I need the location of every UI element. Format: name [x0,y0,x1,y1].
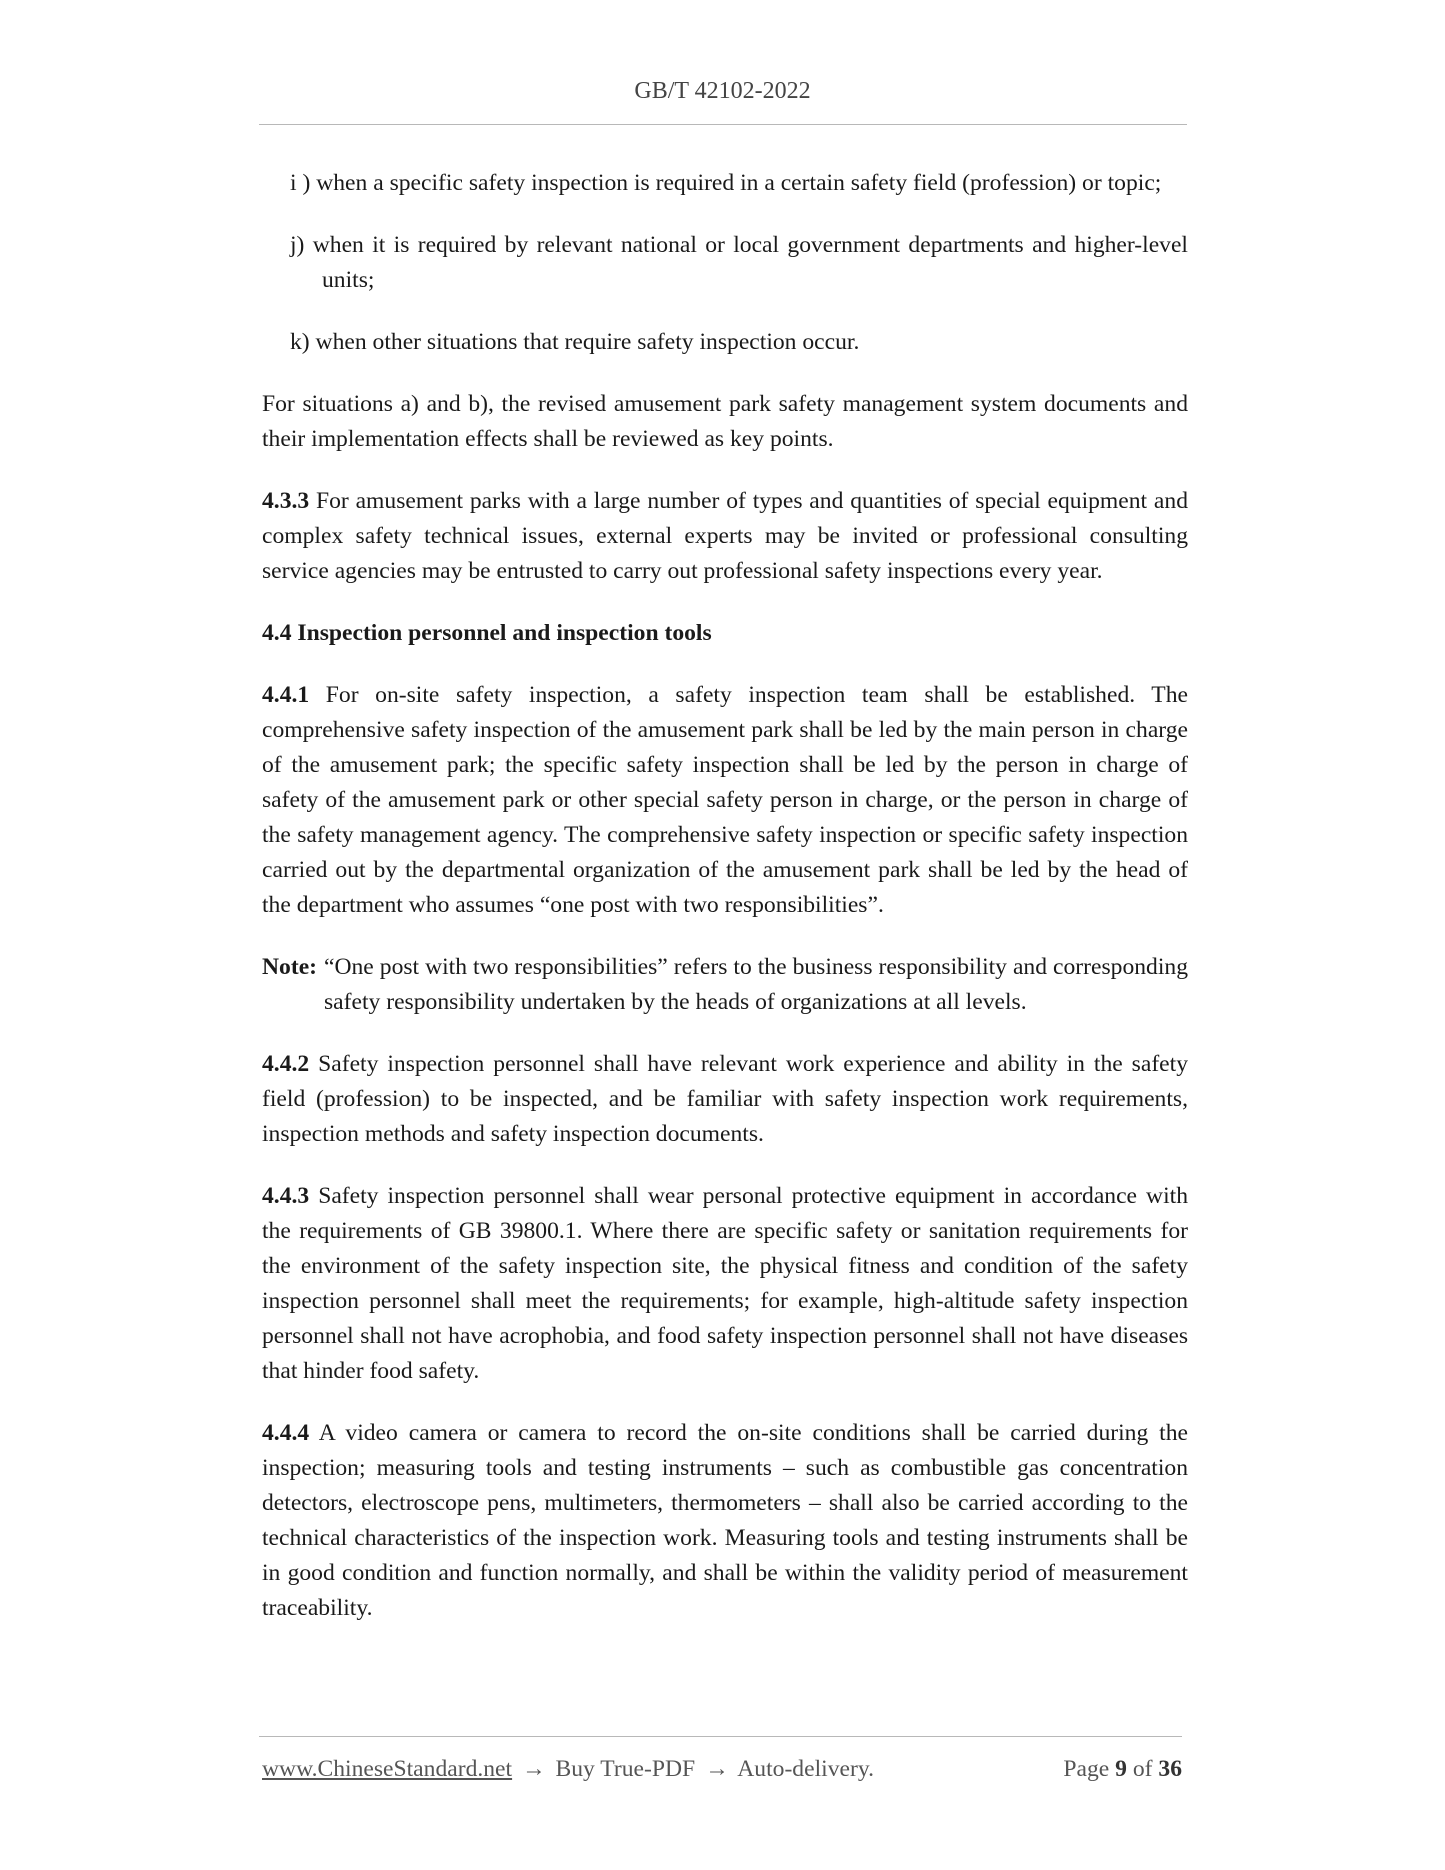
arrow-right-icon: → [522,1756,546,1782]
page-number [1063,1756,1182,1783]
clause-text: For amusement parks with a large number of types and quantities of special equipment and complex safety technical issues, external experts may be invited or professional consulting service agencies may be entrusted to carry out professional safety inspections every year. [262,488,1188,584]
website-link[interactable]: www.ChineseStandard.net [262,1756,513,1782]
paragraph-situations: For situations a) and b), the revised amusement park safety management system documents and their implementation effects shall be reviewed as key points. [262,391,1188,452]
clause-4-4-3 [262,1179,1188,1389]
list-item-i: i ) when a specific safety inspection is required in a certain safety field (profession) or topic; [290,170,1162,196]
auto-delivery-text: Auto-delivery. [737,1756,874,1782]
clause-text: For on-site safety inspection, a safety inspection team shall be established. The comprehensive safety inspection of the amusement park shall be led by the main person in charge of the amusement park; the specific safety inspection shall be led by the person in charge of safety of the amusement park or other special safety person in charge, or the person in charge of the safety management agency. The comprehensive safety inspection or specific safety inspection carried out by the departmental organization of the amusement park shall be led by the head of the department who assumes “one post with two responsibilities”. [262,682,1188,918]
header-divider [259,124,1187,125]
note-label: Note: [262,954,318,980]
clause-4-4-1 [262,678,1188,923]
clause-4-3-3 [262,484,1188,589]
document-body [262,166,1188,1653]
clause-text: Safety inspection personnel shall have relevant work experience and ability in the safety field (profession) to be inspected, and be familiar with safety inspection work requirements, inspection methods and safety inspection documents. [262,1051,1188,1147]
section-heading-4-4: 4.4 Inspection personnel and inspection tools [262,620,712,646]
clause-number: 4.4.4 [262,1420,310,1446]
clause-4-4-4 [262,1416,1188,1626]
clause-text: Safety inspection personnel shall wear personal protective equipment in accordance with the requirements of GB 39800.1. Where there are specific safety or sanitation requirements for the environment of the safety inspection site, the physical fitness and condition of the safety inspection personnel shall meet the requirements; for example, high-altitude safety inspection personnel shall not have acrophobia, and food safety inspection personnel shall not have diseases that hinder food safety. [262,1183,1188,1384]
list-item-j: j) when it is required by relevant national or local government departments and higher-level units; [290,232,1188,293]
buy-pdf-text: Buy True-PDF [555,1756,696,1782]
note-text: “One post with two responsibilities” refers to the business responsibility and corresponding safety responsibility undertaken by the heads of organizations at all levels. [324,954,1188,1015]
footer-divider [259,1736,1182,1737]
clause-text: A video camera or camera to record the on-site conditions shall be carried during the inspection; measuring tools and testing instruments – such as combustible gas concentration detectors, electroscope pens, multimeters, thermometers – shall also be carried according to the technical characteristics of the inspection work. Measuring tools and testing instruments shall be in good condition and function normally, and shall be within the validity period of measurement traceability. [262,1420,1188,1621]
clause-number: 4.4.3 [262,1183,310,1209]
clause-4-4-2 [262,1047,1188,1152]
page-label: Page [1063,1756,1110,1782]
clause-number: 4.4.1 [262,682,310,708]
page-total: 36 [1158,1756,1182,1782]
page-footer [262,1756,1182,1783]
clause-number: 4.3.3 [262,488,310,514]
arrow-right-icon: → [705,1756,729,1782]
page-current: 9 [1115,1756,1127,1782]
document-header-title: GB/T 42102-2022 [634,78,811,104]
list-item-k: k) when other situations that require safety inspection occur. [290,329,860,355]
clause-number: 4.4.2 [262,1051,310,1077]
note-block [262,950,1188,1020]
footer-promo [262,1756,874,1783]
of-label: of [1132,1756,1153,1782]
